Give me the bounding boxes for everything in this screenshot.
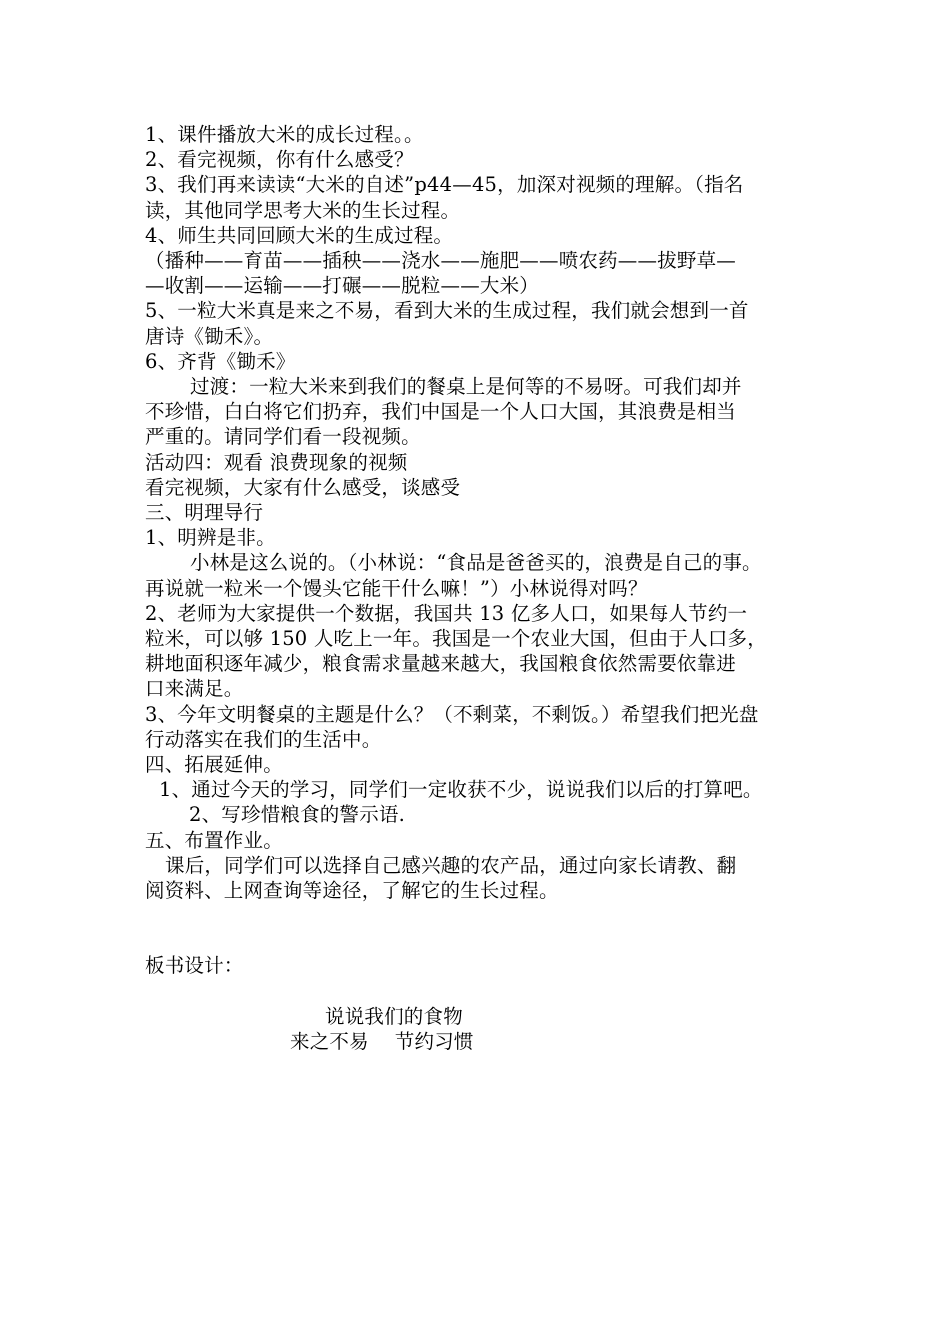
text-line: 耕地面积逐年减少，粮食需求量越来越大，我国粮食依然需要依靠进 bbox=[145, 652, 737, 676]
text-line: 看完视频，大家有什么感受，谈感受 bbox=[145, 475, 461, 499]
text-line: 5、一粒大米真是来之不易，看到大米的生成过程，我们就会想到一首 bbox=[145, 299, 749, 323]
blank-space bbox=[145, 903, 825, 953]
text-line: 6、齐背《锄禾》 bbox=[145, 349, 296, 373]
text-line: 课后，同学们可以选择自己感兴趣的农产品，通过向家长请教、翻 bbox=[165, 853, 737, 877]
text-line: 3、我们再来读读“大米的自述”p44—45，加深对视频的理解。（指名 bbox=[145, 173, 744, 197]
board-design-heading: 板书设计： bbox=[145, 954, 244, 978]
text-line: 过渡：一粒大米来到我们的餐桌上是何等的不易呀。可我们却并 bbox=[190, 375, 742, 399]
text-line: 不珍惜，白白将它们扔弃，我们中国是一个人口大国，其浪费是相当 bbox=[145, 400, 737, 424]
text-line: 严重的。请同学们看一段视频。 bbox=[145, 425, 421, 449]
board-design-right: 节约习惯 bbox=[394, 1029, 474, 1053]
text-line: 唐诗《锄禾》。 bbox=[145, 324, 274, 348]
text-line: 活动四：观看 浪费现象的视频 bbox=[145, 450, 408, 474]
section-heading: 四、拓展延伸。 bbox=[145, 753, 283, 777]
text-line: 1、课件播放大米的成长过程。。 bbox=[145, 123, 424, 146]
text-line: 3、今年文明餐桌的主题是什么？（不剩菜，不剩饭。）希望我们把光盘 bbox=[145, 702, 759, 726]
text-line: 阅资料、上网查询等途径，了解它的生长过程。 bbox=[145, 879, 559, 903]
text-line: 再说就一粒米一个馒头它能干什么嘛！”）小林说得对吗？ bbox=[145, 576, 648, 600]
text-line: 2、写珍惜粮食的警示语. bbox=[189, 803, 406, 827]
text-line: 2、老师为大家提供一个数据，我国共 13 亿多人口，如果每人节约一 bbox=[145, 601, 748, 625]
board-design-left: 来之不易 bbox=[290, 1029, 369, 1053]
board-design-row bbox=[145, 1029, 825, 1054]
text-line: 1、通过今天的学习，同学们一定收获不少，说说我们以后的打算吧。 bbox=[159, 778, 763, 802]
text-line: 2、看完视频，你有什么感受？ bbox=[145, 148, 414, 172]
text-line: 口来满足。 bbox=[145, 677, 244, 701]
text-line: 小林是这么说的。（小林说：“食品是爸爸买的，浪费是自己的事。 bbox=[190, 551, 762, 575]
text-line: —收割——运输——打碾——脱粒——大米） bbox=[145, 274, 540, 298]
text-line: 粒米，可以够 150 人吃上一年。我国是一个农业大国，但由于人口多， bbox=[145, 627, 767, 651]
text-line: 读，其他同学思考大米的生长过程。 bbox=[145, 198, 461, 222]
text-line: 1、明辨是非。 bbox=[145, 526, 276, 550]
document-page bbox=[145, 122, 825, 1054]
text-line: 4、师生共同回顾大米的生成过程。 bbox=[145, 223, 454, 247]
text-line: 行动落实在我们的生活中。 bbox=[145, 727, 382, 751]
text-line: （播种——育苗——插秧——浇水——施肥——喷农药——拔野草— bbox=[145, 249, 737, 273]
blank-space bbox=[145, 979, 825, 1004]
board-design-title: 说说我们的食物 bbox=[325, 1004, 463, 1028]
section-heading: 五、布置作业。 bbox=[145, 828, 283, 852]
section-heading: 三、明理导行 bbox=[145, 501, 264, 525]
